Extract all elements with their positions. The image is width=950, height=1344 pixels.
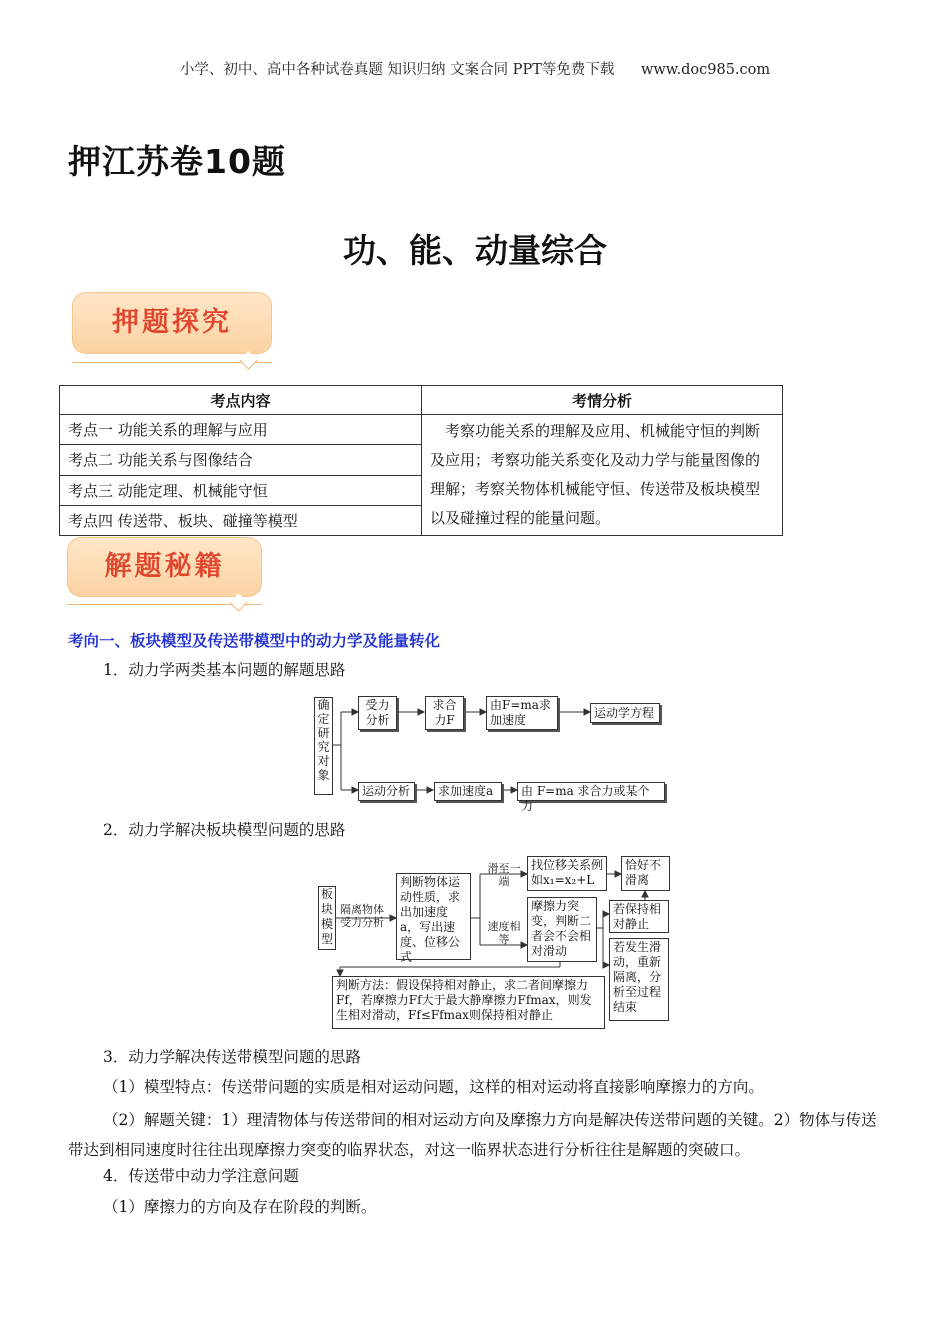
d1-kinematics: 运动学方程 (590, 703, 660, 723)
analysis-cell: 考察功能关系的理解及应用、机械能守恒的判断及应用；考察功能关系变化及动力学与能量图像的理解；考察关物体机械能守恒、传送带及板块模型以及碰撞过程的能量问题。 (422, 415, 783, 536)
d2-label-isolate: 隔离物体受力分析 (340, 903, 384, 929)
d2-label-equal-speed: 速度相等 (487, 920, 521, 946)
header-text: 小学、初中、高中各种试卷真题 知识归纳 文案合同 PPT等免费下载 (179, 62, 615, 78)
header-url[interactable]: www.doc985.com (640, 62, 771, 78)
table-row: 考点二 功能关系与图像结合 (60, 445, 422, 475)
d2-method-box: 判断方法：假设保持相对静止，求二者间摩擦力Ff，若摩擦力Ff大于最大静摩擦力Ffmax，则发生相对滑动，Ff≤Ffmax则保持相对静止 (332, 976, 605, 1029)
d1-force-analysis: 受力分析 (358, 696, 397, 730)
d1-start-box: 确定研究对象 (314, 697, 333, 795)
table-row: 考点三 动能定理、机械能守恒 (60, 475, 422, 505)
d1-acceleration: 由F=ma求加速度 (486, 696, 558, 730)
badge-exam-probe-label: 押题探究 (112, 307, 232, 338)
paragraph-3: 3．动力学解决传送带模型问题的思路 (103, 1048, 361, 1066)
paragraph-5: （2）解题关键：1）理清物体与传送带间的相对运动方向及摩擦力方向是解决传送带问题的关键。2）物体与传送带达到相同速度时往往出现摩擦力突变的临界状态，对这一临界状态进行分析往往是解题的突破口。 (68, 1111, 877, 1159)
d1-find-acceleration: 求加速度a (434, 782, 502, 801)
d2-start-box: 板块模型 (318, 886, 336, 950)
d1-net-force: 求合力F (425, 696, 464, 730)
table-header-analysis: 考情分析 (422, 386, 783, 415)
d2-keep-static-box: 若保持相对静止 (609, 900, 669, 933)
paragraph-4: （1）模型特点：传送带问题的实质是相对运动问题，这样的相对运动将直接影响摩擦力的方向。 (103, 1078, 764, 1096)
d2-no-slide-box: 恰好不滑离 (621, 856, 670, 891)
doc-title: 押江苏卷10题 (68, 142, 286, 181)
table-row: 考点四 传送带、板块、碰撞等模型 (60, 505, 422, 535)
badge-solution-tips-label: 解题秘籍 (104, 551, 225, 582)
d2-sliding-box: 若发生滑动，重新隔离，分析至过程结束 (609, 938, 669, 1021)
paragraph-2: 2．动力学解决板块模型问题的思路 (103, 821, 346, 839)
paragraph-1: 1．动力学两类基本问题的解题思路 (103, 661, 346, 679)
paragraph-6: 4．传送带中动力学注意问题 (103, 1167, 299, 1185)
d2-label-slide-end: 滑至一端 (487, 862, 521, 888)
d2-displacement-box: 找位移关系例如x₁=x₂+L (527, 856, 607, 891)
paragraph-7: （1）摩擦力的方向及存在阶段的判断。 (103, 1198, 377, 1216)
section-heading: 考向一、板块模型及传送带模型中的动力学及能量转化 (68, 632, 441, 650)
d1-find-force: 由 F=ma 求合力或某个力 (517, 782, 665, 801)
d1-motion-analysis: 运动分析 (358, 782, 415, 801)
table-header-content: 考点内容 (60, 386, 422, 415)
d2-friction-box: 摩擦力突变，判断二者会不会相对滑动 (527, 897, 597, 962)
d2-judge-box: 判断物体运动性质，求出加速度a，写出速度、位移公式 (396, 873, 471, 960)
table-row: 考点一 功能关系的理解与应用 (60, 415, 422, 445)
doc-subtitle: 功、能、动量综合 (343, 231, 607, 270)
